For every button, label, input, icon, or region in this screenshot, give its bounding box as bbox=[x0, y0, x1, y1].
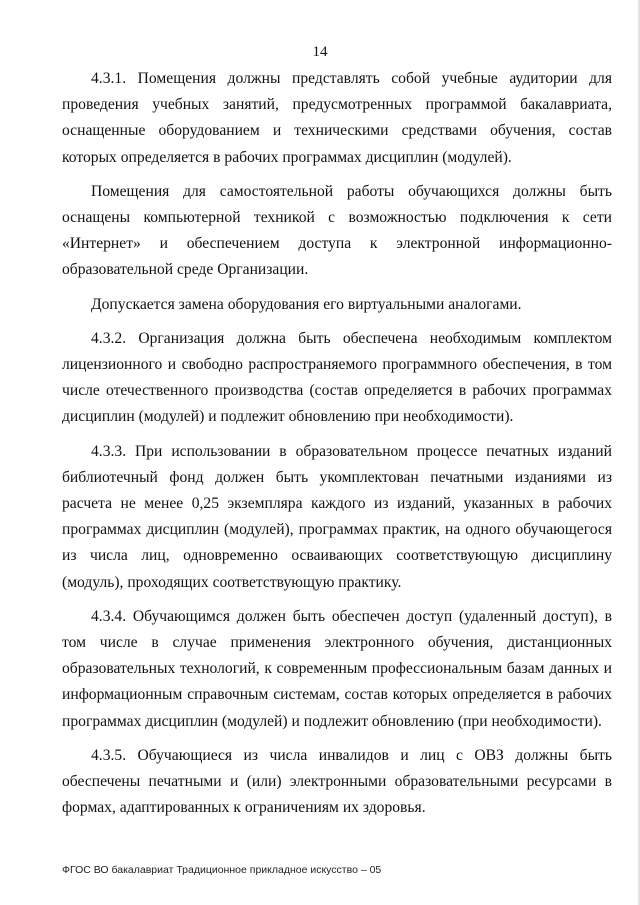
paragraph-virtual-analogues: Допускается замена оборудования его виртуальными аналогами. bbox=[91, 295, 522, 313]
paragraph-4-3-2: 4.3.2. Организация должна быть обеспечена необходимым комплектом лицензионного и свободно распространяемого программного обеспечения, в том числе отечественного производства (состав определяется в рабочих программах дисциплин (модулей) и подлежит обновлению при необходимости). bbox=[62, 329, 612, 426]
document-body bbox=[62, 66, 612, 829]
paragraph-4-3-5: 4.3.5. Обучающиеся из числа инвалидов и лиц с ОВЗ должны быть обеспечены печатными и (или) электронными образовательными ресурсами в формах, адаптированных к ограничениям их здоровья. bbox=[62, 746, 612, 817]
paragraph-4-3-4: 4.3.4. Обучающимся должен быть обеспечен доступ (удаленный доступ), в том числе в случае применения электронного обучения, дистанционных образовательных технологий, к современным профессиональным базам данных и информационным справочным системам, состав которых определяется в рабочих программах дисциплин (модулей) и подлежит обновлению (при необходимости). bbox=[62, 607, 612, 730]
paragraph-4-3-1: 4.3.1. Помещения должны представлять собой учебные аудитории для проведения учебных занятий, предусмотренных программой бакалавриата, оснащенные оборудованием и техническими средствами обучения, состав которых определяется в рабочих программах дисциплин (модулей). bbox=[62, 70, 612, 166]
paragraph-4-3-3: 4.3.3. При использовании в образовательном процессе печатных изданий библиотечный фонд должен быть укомплектован печатными изданиями из расчета не менее 0,25 экземпляра каждого из изданий, указанных в рабочих программах дисциплин (модулей), программах практик, на одного обучающегося из числа лиц, одновременно осваивающих соответствующую дисциплину (модуль), проходящих соответствующую практику. bbox=[62, 442, 612, 591]
page-number: 14 bbox=[312, 44, 328, 60]
page-footer: ФГОС ВО бакалавриат Традиционное прикладное искусство – 05 bbox=[62, 864, 382, 876]
paragraph-premises-self-study: Помещения для самостоятельной работы обучающихся должны быть оснащены компьютерной техникой с возможностью подключения к сети «Интернет» и обеспечением доступа к электронной информационно-образовательной среде Организации. bbox=[62, 182, 612, 279]
